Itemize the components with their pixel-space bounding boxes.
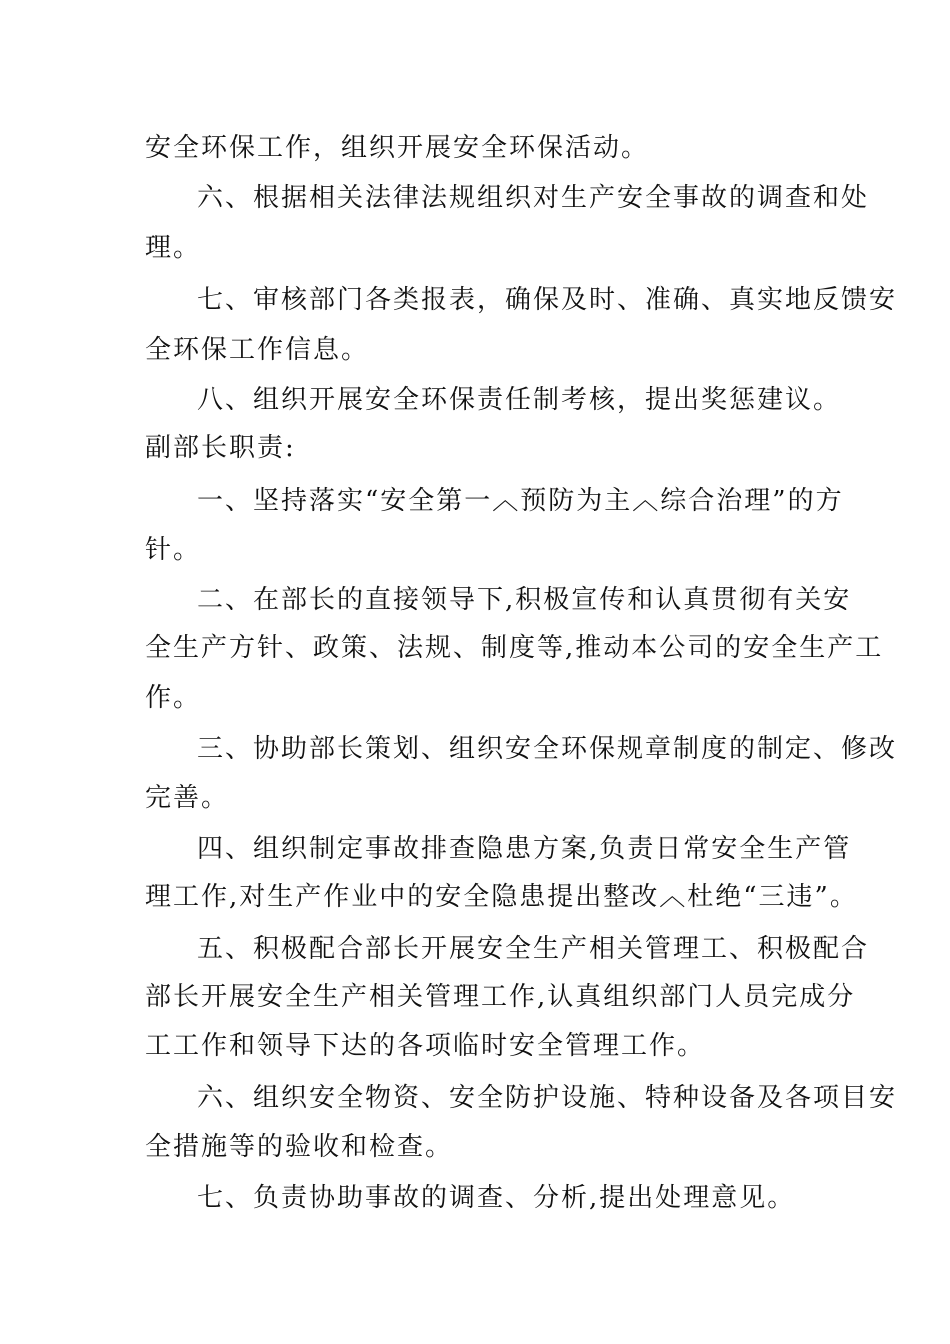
text-line: 部长开展安全生产相关管理工作,认真组织部门人员完成分 [145,982,856,1012]
text-line: 一、坚持落实“安全第一︿预防为主︿综合治理”的方 [197,486,844,516]
text-line: 六、根据相关法律法规组织对生产安全事故的调查和处 [197,183,870,213]
text-line: 理工作,对生产作业中的安全隐患提出整改︿杜绝“三违”。 [145,882,858,912]
text-line: 三、协助部长策划、组织安全环保规章制度的制定、修改 [197,734,898,764]
text-line: 安全环保工作，组织开展安全环保活动。 [145,133,650,163]
text-line: 四、组织制定事故排查隐患方案,负责日常安全生产管 [197,834,852,864]
text-line: 二、在部长的直接领导下,积极宣传和认真贯彻有关安 [197,585,852,615]
text-line: 针。 [145,535,202,565]
text-line: 五、积极配合部长开展安全生产相关管理工、积极配合 [197,934,870,964]
text-line: 七、审核部门各类报表，确保及时、准确、真实地反馈安 [197,285,898,315]
text-line: 全生产方针、政策、法规、制度等,推动本公司的安全生产工 [145,633,884,663]
text-line: 完善。 [145,783,230,813]
text-line: 全措施等的验收和检查。 [145,1132,454,1162]
section-heading: 副部长职责: [145,433,296,463]
text-line: 工工作和领导下达的各项临时安全管理工作。 [145,1031,706,1061]
text-line: 八、组织开展安全环保责任制考核，提出奖惩建议。 [197,385,842,415]
text-line: 理。 [145,233,202,263]
text-line: 全环保工作信息。 [145,335,370,365]
text-line: 七、负责协助事故的调查、分析,提出处理意见。 [197,1183,796,1213]
text-line: 作。 [145,683,202,713]
text-line: 六、组织安全物资、安全防护设施、特种设备及各项目安 [197,1083,898,1113]
